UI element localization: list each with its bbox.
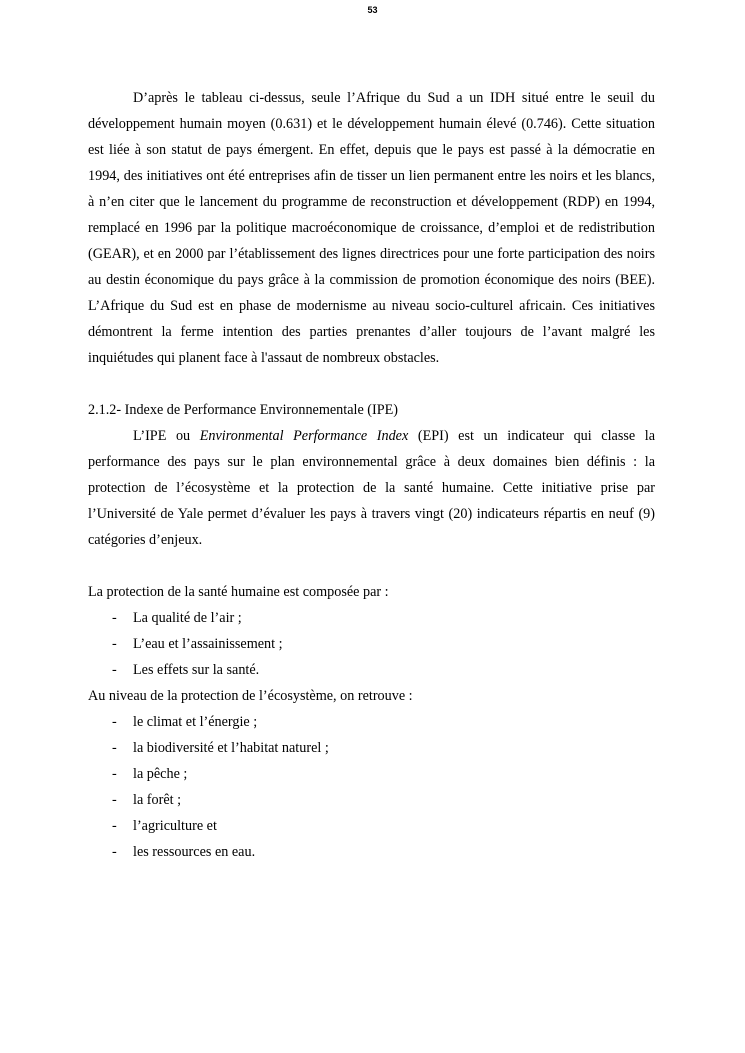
- list-item: [88, 605, 655, 631]
- bullet-dash: -: [112, 766, 117, 782]
- list-item-text: la biodiversité et l’habitat naturel ;: [133, 740, 329, 756]
- list-item: [88, 709, 655, 735]
- list-item: [88, 631, 655, 657]
- paragraph-ipe-italic: Environmental Performance Index: [199, 428, 409, 444]
- bullet-dash: -: [112, 740, 117, 756]
- paragraph-spacer: [88, 553, 655, 579]
- list-item: [88, 813, 655, 839]
- list-item-text: les ressources en eau.: [133, 844, 256, 860]
- list-item-text: le climat et l’énergie ;: [133, 714, 258, 730]
- section-heading: 2.1.2- Indexe de Performance Environnementale (IPE): [88, 402, 399, 418]
- page-content: [88, 85, 655, 865]
- paragraph-idh: D’après le tableau ci-dessus, seule l’Afrique du Sud a un IDH situé entre le seuil du développement humain moyen (0.631) et le développement humain élevé (0.746). Cette situation est liée à son statut de pays émergent. En effet, depuis que le pays est passé à la démocratie en 1994, des initiatives ont été entreprises afin de tisser un lien permanent entre les noirs et les blancs, à n’en citer que le lancement du programme de reconstruction et développement (RDP) en 1994, remplacé en 1996 par la politique macroéconomique de croissance, d’emploi et de redistribution (GEAR), et en 2000 par l’établissement des lignes directrices pour une forte participation des noirs au destin économique du pays grâce à la commission de promotion économique des noirs (BEE). L’Afrique du Sud est en phase de modernisme au niveau socio-culturel africain. Ces initiatives démontrent la ferme intention des parties prenantes d’aller toujours de l’avant malgré les inquiétudes qui planent face à l'assaut de nombreux obstacles.: [88, 90, 655, 366]
- bullet-dash: -: [112, 636, 117, 652]
- list-item-text: l’agriculture et: [133, 818, 217, 834]
- list-intro-health: La protection de la santé humaine est composée par :: [88, 584, 389, 600]
- list-item-text: Les effets sur la santé.: [133, 662, 260, 678]
- bullet-dash: -: [112, 714, 117, 730]
- ecosystem-list: [88, 709, 655, 865]
- bullet-dash: -: [112, 662, 117, 678]
- bullet-dash: -: [112, 844, 117, 860]
- list-item-text: la pêche ;: [133, 766, 188, 782]
- list-item-text: la forêt ;: [133, 792, 182, 808]
- paragraph-ipe-part1: L’IPE ou: [133, 428, 200, 444]
- bullet-dash: -: [112, 818, 117, 834]
- list-item-text: La qualité de l’air ;: [133, 610, 242, 626]
- list-item: [88, 839, 655, 865]
- list-item: [88, 657, 655, 683]
- list-item-text: L’eau et l’assainissement ;: [133, 636, 283, 652]
- bullet-dash: -: [112, 610, 117, 626]
- bullet-dash: -: [112, 792, 117, 808]
- paragraph-ipe: [88, 423, 655, 553]
- paragraph-spacer: [88, 371, 655, 397]
- paragraph-ipe-part2: (EPI) est un indicateur qui classe la performance des pays sur le plan environnemental grâce à deux domaines bien définis : la protection de l’écosystème et la protection de la santé humaine. Cette initiative prise par l’Université de Yale permet d’évaluer les pays à travers vingt (20) indicateurs répartis en neuf (9) catégories d’enjeux.: [88, 428, 656, 548]
- list-item: [88, 761, 655, 787]
- list-item: [88, 787, 655, 813]
- list-intro-ecosystem: Au niveau de la protection de l’écosystème, on retrouve :: [88, 688, 413, 704]
- page-number: 53: [367, 5, 378, 15]
- health-list: [88, 605, 655, 683]
- list-item: [88, 735, 655, 761]
